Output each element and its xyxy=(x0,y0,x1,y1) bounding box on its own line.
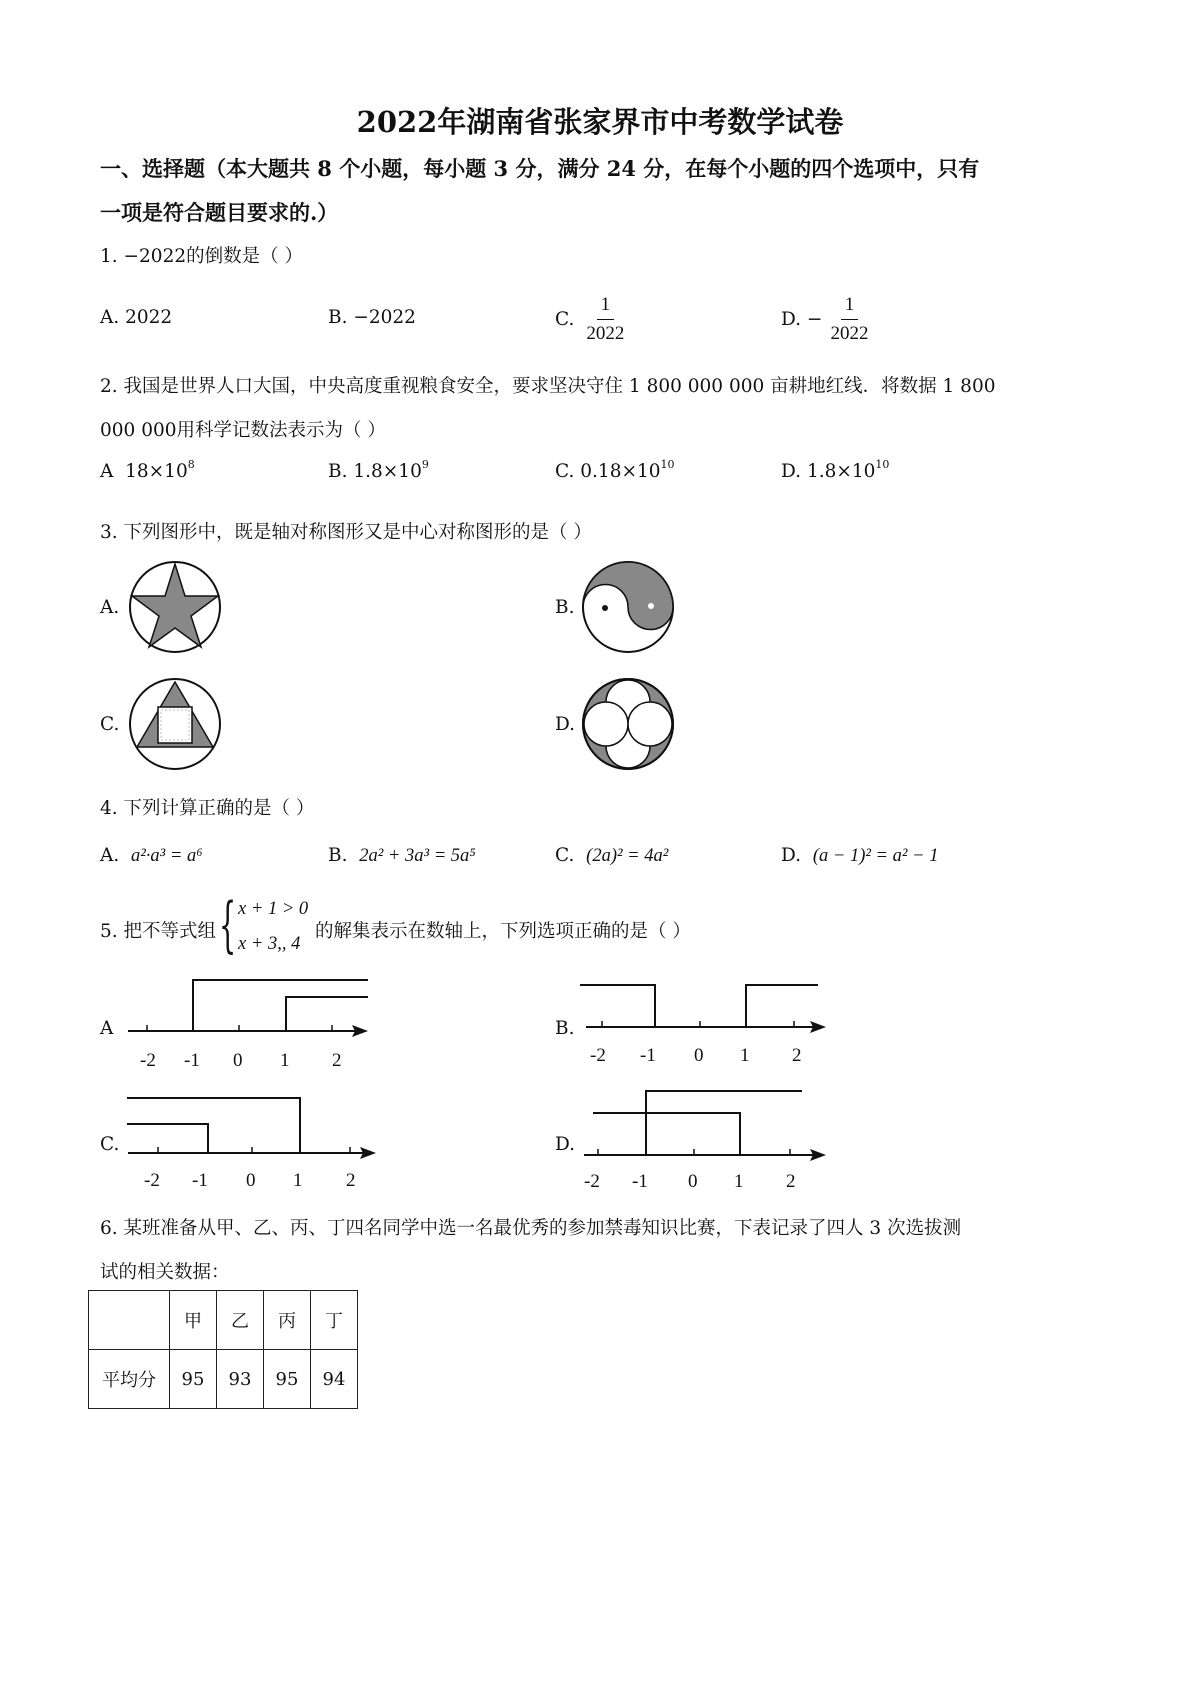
page-title: 2022年湖南省张家界市中考数学试卷 xyxy=(356,105,844,139)
q2-option-d xyxy=(781,457,890,482)
tick-label: 2 xyxy=(346,1170,356,1191)
q5-stem-prefix: 5. 把不等式组 xyxy=(100,921,217,942)
q2-option-c-exponent: 10 xyxy=(660,457,675,471)
q4-option-b-expression: 2a² + 3a³ = 5a⁵ xyxy=(359,846,476,866)
q4-option-b-label: B. xyxy=(328,845,348,866)
q2-option-d-exponent: 10 xyxy=(875,457,890,471)
q3-stem: 3. 下列图形中，既是轴对称图形又是中心对称图形的是（ ） xyxy=(100,522,592,543)
q1-option-d-fraction xyxy=(826,294,872,345)
q3-option-b-label: B. xyxy=(555,597,575,618)
number-line-d xyxy=(578,1085,840,1192)
fraction-numerator: 1 xyxy=(597,294,615,320)
tick-label: 1 xyxy=(280,1050,290,1071)
number-line-c xyxy=(120,1090,385,1190)
tick-label: 2 xyxy=(792,1045,802,1066)
tick-label: -1 xyxy=(640,1045,656,1066)
tick-label: -1 xyxy=(192,1170,208,1191)
number-line-a xyxy=(120,975,380,1075)
q1-option-d-label: D. − xyxy=(781,309,823,330)
q1-option-d xyxy=(781,294,872,345)
q2-stem-line2: 000 000用科学记数法表示为（ ） xyxy=(100,420,386,441)
q4-option-a-expression: a²·a³ = a⁶ xyxy=(131,846,203,866)
q1-stem: 1. −2022的倒数是（ ） xyxy=(100,246,303,267)
q1-option-b: B. −2022 xyxy=(328,307,416,328)
tick-label: 2 xyxy=(786,1171,796,1192)
q3-option-d-label: D. xyxy=(555,714,576,735)
figure-four-circles xyxy=(581,677,675,771)
tick-label: -1 xyxy=(632,1171,648,1192)
number-line-b xyxy=(578,975,838,1075)
q1-option-c xyxy=(555,294,628,345)
tick-label: 0 xyxy=(246,1170,256,1191)
tick-label: 1 xyxy=(740,1045,750,1066)
table-header-cell: 丁 xyxy=(311,1291,358,1350)
q4-stem: 4. 下列计算正确的是（ ） xyxy=(100,798,315,819)
figure-star-in-circle xyxy=(128,560,222,654)
tick-label: -2 xyxy=(140,1050,156,1071)
tick-label: 1 xyxy=(734,1171,744,1192)
q2-option-a-exponent: 8 xyxy=(187,457,195,471)
tick-label: 0 xyxy=(233,1050,243,1071)
q4-option-d-label: D. xyxy=(781,845,802,866)
table-cell: 95 xyxy=(264,1350,311,1409)
table-header-cell xyxy=(89,1291,170,1350)
q3-option-c-label: C. xyxy=(100,714,120,735)
table-header-cell: 丙 xyxy=(264,1291,311,1350)
q2-option-b-exponent: 9 xyxy=(421,457,429,471)
q4-option-d xyxy=(781,845,938,867)
q2-option-b-label: B. xyxy=(328,461,348,482)
q2-option-d-base: 1.8×10 xyxy=(806,461,876,482)
tick-label: -2 xyxy=(590,1045,606,1066)
score-table xyxy=(88,1290,358,1409)
q2-option-b-base: 1.8×10 xyxy=(353,461,422,482)
q2-stem-line1: 2. 我国是世界人口大国，中央高度重视粮食安全，要求坚决守住 1 800 000 000 亩耕地红线．将数据 1 800 xyxy=(100,376,996,397)
figure-yin-yang xyxy=(581,560,675,654)
q5-inequality-2: x + 3,, 4 xyxy=(238,934,301,954)
section-heading-line1: 一、选择题（本大题共 8 个小题，每小题 3 分，满分 24 分，在每个小题的四个选项中，只有 xyxy=(100,156,980,181)
q2-option-c-label: C. xyxy=(555,461,575,482)
q1-option-c-label: C. xyxy=(555,309,575,330)
table-cell: 95 xyxy=(170,1350,217,1409)
q4-option-c-expression: (2a)² = 4a² xyxy=(586,846,669,866)
tick-label: 2 xyxy=(332,1050,342,1071)
q4-option-a-label: A. xyxy=(100,845,120,866)
table-row-label: 平均分 xyxy=(89,1350,170,1409)
q1-option-c-fraction xyxy=(582,294,628,345)
q2-option-a-label: A xyxy=(100,461,114,482)
q6-stem-line2: 试的相关数据： xyxy=(100,1262,230,1283)
q4-option-b xyxy=(328,845,476,867)
q5-option-b-label: B. xyxy=(555,1018,575,1039)
table-header-row xyxy=(89,1291,358,1350)
brace-icon: { xyxy=(219,890,237,960)
q5-stem-suffix: 的解集表示在数轴上，下列选项正确的是（ ） xyxy=(315,921,691,942)
fraction-denominator: 2022 xyxy=(586,323,625,344)
tick-label: -2 xyxy=(144,1170,160,1191)
q5-option-a-label: A xyxy=(100,1018,114,1039)
q2-option-c xyxy=(555,457,675,482)
q4-option-c xyxy=(555,845,668,867)
section-heading-line2: 一项是符合题目要求的.） xyxy=(100,200,339,225)
q2-option-c-base: 0.18×10 xyxy=(580,461,661,482)
table-cell: 93 xyxy=(217,1350,264,1409)
tick-label: -2 xyxy=(584,1171,600,1192)
q4-option-a xyxy=(100,845,203,867)
tick-label: 1 xyxy=(293,1170,303,1191)
fraction-numerator: 1 xyxy=(841,294,859,320)
q1-option-a: A. 2022 xyxy=(100,307,173,328)
q6-stem-line1: 6. 某班准备从甲、乙、丙、丁四名同学中选一名最优秀的参加禁毒知识比赛，下表记录了四人 3 次选拔测 xyxy=(100,1218,962,1239)
q5-inequality-1: x + 1 > 0 xyxy=(238,899,309,919)
table-row xyxy=(89,1350,358,1409)
q5-option-c-label: C. xyxy=(100,1134,120,1155)
q2-option-b xyxy=(328,457,429,482)
q5-option-d-label: D. xyxy=(555,1134,576,1155)
tick-label: 0 xyxy=(694,1045,704,1066)
tick-label: 0 xyxy=(688,1171,698,1192)
q2-option-d-label: D. xyxy=(781,461,802,482)
table-cell: 94 xyxy=(311,1350,358,1409)
table-header-cell: 乙 xyxy=(217,1291,264,1350)
q4-option-d-expression: (a − 1)² = a² − 1 xyxy=(812,846,939,866)
figure-triangle-in-circle xyxy=(128,677,222,771)
fraction-denominator: 2022 xyxy=(830,323,869,344)
q2-option-a xyxy=(100,457,195,482)
table-header-cell: 甲 xyxy=(170,1291,217,1350)
q2-option-a-base: 18×10 xyxy=(125,461,188,482)
q4-option-c-label: C. xyxy=(555,845,575,866)
tick-label: -1 xyxy=(184,1050,200,1071)
q3-option-a-label: A. xyxy=(100,597,120,618)
